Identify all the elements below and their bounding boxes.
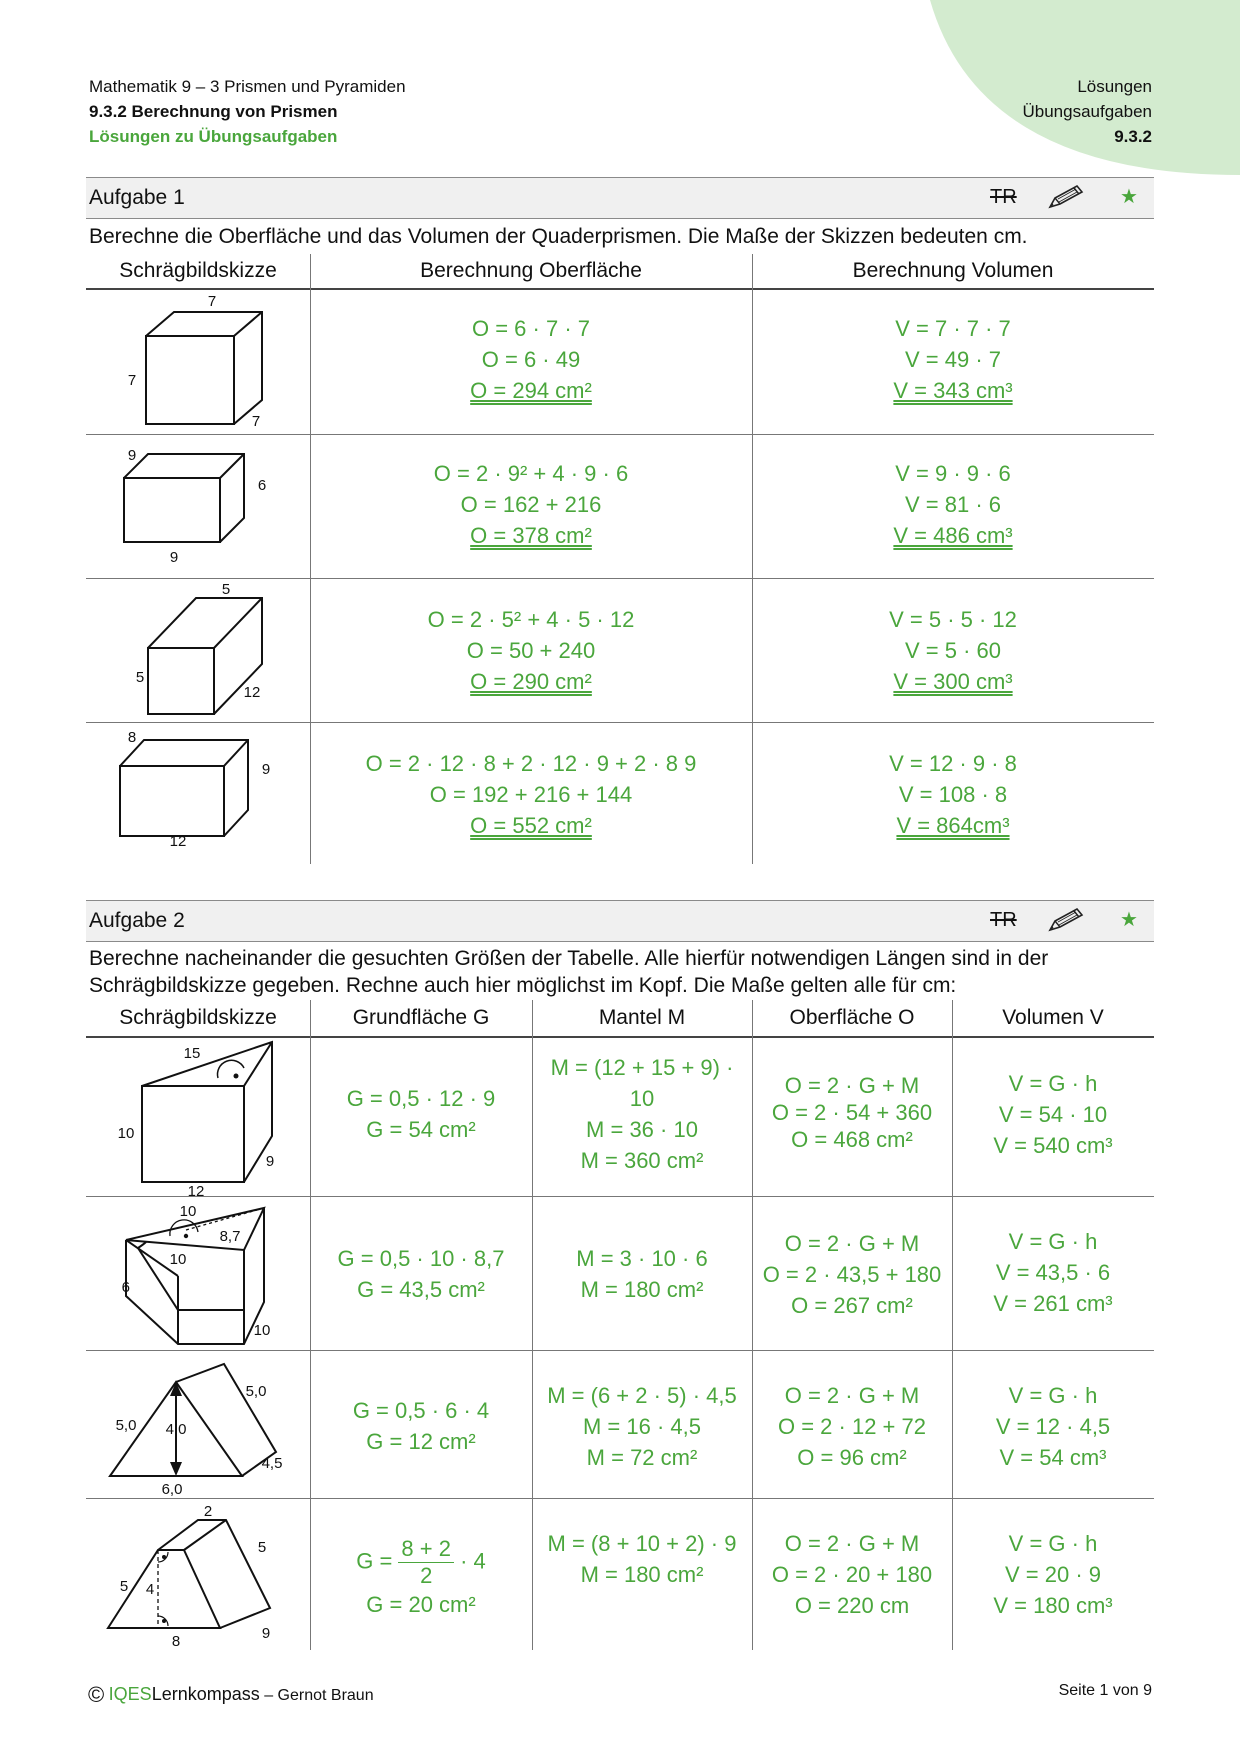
task2-row-divider <box>86 1196 1154 1197</box>
header-label-uebung: Übungsaufgaben <box>1022 102 1152 121</box>
dim-label: 10 <box>169 1251 187 1268</box>
task1-instruction: Berechne die Oberfläche und das Volumen der Quaderprismen. Die Maße der Skizzen bedeuten cm. <box>89 225 1028 248</box>
task2-row2-base: G = 0,5 · 10 · 8,7 G = 43,5 cm² <box>337 1246 505 1302</box>
dim-label: 5 <box>135 669 145 686</box>
pencil-icon <box>1046 906 1086 934</box>
header-subject: Mathematik 9 – 3 Prismen und Pyramiden <box>89 77 406 96</box>
task1-row2-volume: V = 9 · 9 · 6 V = 81 · 6 V = 486 cm³ <box>893 461 1013 548</box>
triangular-prism-sketch-1 <box>86 1038 310 1196</box>
result-surface: O = 294 cm² <box>470 378 592 403</box>
task2-row3-volume: V = G · h V = 12 · 4,5 V = 54 cm³ <box>995 1383 1111 1470</box>
task2-row2-volume: V = G · h V = 43,5 · 6 V = 261 cm³ <box>993 1229 1113 1316</box>
task2-title: Aufgabe 2 <box>89 909 185 932</box>
task1-row4-surface: O = 2 · 12 · 8 + 2 · 12 · 9 + 2 · 8 9 O = 192 + 216 + 144 O = 552 cm² <box>365 751 697 838</box>
dim-label: 6 <box>257 477 267 494</box>
task2-row4-volume: V = G · h V = 20 · 9 V = 180 cm³ <box>993 1531 1113 1618</box>
task1-row1-surface: O = 6 · 7 · 7 O = 6 · 49 O = 294 cm² <box>470 316 592 403</box>
footer-author: – Gernot Braun <box>264 1687 374 1704</box>
cuboid-sketch-4 <box>86 724 310 864</box>
pencil-icon <box>1046 183 1086 211</box>
task2-col-volume: Volumen V <box>1002 1006 1104 1029</box>
fraction: $\frac{8 + 2}{2}$ <box>398 1536 454 1589</box>
task2-row1-surface: O = 2 · G + M O = 2 · 54 + 360 O = 468 cm² <box>771 1073 933 1152</box>
result-volume: V = 486 cm³ <box>893 523 1013 548</box>
task1-col-volume: Berechnung Volumen <box>852 259 1054 282</box>
star-icon: ★ <box>1120 186 1138 208</box>
task2-col-surface: Oberfläche O <box>789 1006 915 1029</box>
dim-label: 6,0 <box>161 1481 183 1498</box>
task1-row-divider <box>86 434 1154 435</box>
result-surface: O = 552 cm² <box>470 813 592 838</box>
task1-row3-volume: V = 5 · 5 · 12 V = 5 · 60 V = 300 cm³ <box>889 607 1017 694</box>
dim-label: 9 <box>127 447 137 464</box>
dim-label: 12 <box>243 684 261 701</box>
brand-iqes: IQES <box>108 1684 152 1704</box>
task2-row1-mantle: M = (12 + 15 + 9) · 10 M = 36 · 10 M = 360 cm² <box>550 1055 734 1173</box>
dim-label: 7 <box>127 372 137 389</box>
dim-label: 4,0 <box>165 1421 187 1438</box>
dim-label: 5,0 <box>115 1417 137 1434</box>
task2-row-divider <box>86 1498 1154 1499</box>
brand-lernkompass: Lernkompass <box>151 1684 260 1704</box>
task2-row2-mantle: M = 3 · 10 · 6 M = 180 cm² <box>576 1246 708 1302</box>
task2-row4-base: G = $\frac{8 + 2}{2}$ · 4 G = 20 cm² <box>356 1536 486 1617</box>
dim-label: 7 <box>207 293 217 310</box>
dim-label: 7 <box>251 413 261 430</box>
task1-row-divider <box>86 722 1154 723</box>
dim-label: 5 <box>119 1578 129 1595</box>
task2-row3-surface: O = 2 · G + M O = 2 · 12 + 72 O = 96 cm² <box>778 1383 926 1470</box>
task1-title: Aufgabe 1 <box>89 186 185 209</box>
header-label-loesungen: Lösungen <box>1077 77 1152 96</box>
dim-label: 6 <box>121 1279 130 1296</box>
dim-label: 9 <box>261 1625 271 1642</box>
dim-label: 8,7 <box>219 1228 241 1245</box>
task1-row-divider <box>86 578 1154 579</box>
dim-label: 8 <box>127 729 137 746</box>
dim-label: 9 <box>265 1153 275 1170</box>
dim-label: 5,0 <box>245 1383 267 1400</box>
calculator-tr-label: TR <box>990 909 1017 931</box>
header-topic: 9.3.2 Berechnung von Prismen <box>89 102 338 121</box>
task1-row2-surface: O = 2 · 9² + 4 · 9 · 6 O = 162 + 216 O = 378 cm² <box>433 461 629 548</box>
result-volume: V = 864cm³ <box>896 813 1010 838</box>
dim-label: 5 <box>257 1539 267 1556</box>
dim-label: 4,5 <box>261 1455 283 1472</box>
page-number: Seite 1 von 9 <box>1058 1682 1152 1699</box>
task2-row-divider <box>86 1350 1154 1351</box>
footer-left <box>88 1682 374 1708</box>
header-label-number: 9.3.2 <box>1114 127 1152 146</box>
task2-col-mantle: Mantel M <box>598 1006 686 1029</box>
task2-row2-surface: O = 2 · G + M O = 2 · 43,5 + 180 O = 267 cm² <box>762 1231 942 1318</box>
header-solutions: Lösungen zu Übungsaufgaben <box>89 127 338 146</box>
star-icon: ★ <box>1120 909 1138 931</box>
dim-label: 8 <box>171 1633 181 1650</box>
triangular-prism-sketch-3 <box>86 1352 310 1498</box>
dim-label: 2 <box>203 1503 213 1520</box>
trapezoid-prism-sketch <box>86 1500 310 1650</box>
task2-col-sketch: Schrägbildskizze <box>119 1006 277 1029</box>
result-volume: V = 300 cm³ <box>893 669 1013 694</box>
cube-sketch-1 <box>86 290 310 434</box>
task1-row1-volume: V = 7 · 7 · 7 V = 49 · 7 V = 343 cm³ <box>893 316 1013 403</box>
cuboid-sketch-3 <box>86 580 310 722</box>
dim-label: 9 <box>169 549 179 566</box>
result-surface: O = 378 cm² <box>470 523 592 548</box>
cuboid-sketch-2 <box>86 436 310 578</box>
task2-row1-base: G = 0,5 · 12 · 9 G = 54 cm² <box>346 1086 496 1142</box>
dim-label: 12 <box>187 1183 205 1196</box>
task2-row4-surface: O = 2 · G + M O = 2 · 20 + 180 O = 220 cm <box>771 1531 933 1618</box>
triangular-prism-sketch-2 <box>86 1198 310 1350</box>
dim-label: 4 <box>145 1581 155 1598</box>
task2-row1-volume: V = G · h V = 54 · 10 V = 540 cm³ <box>993 1071 1113 1158</box>
task1-header <box>86 177 1154 219</box>
calculator-tr-label: TR <box>990 186 1017 208</box>
task2-row3-base: G = 0,5 · 6 · 4 G = 12 cm² <box>352 1398 490 1454</box>
dim-label: 5 <box>221 581 231 598</box>
task1-row3-surface: O = 2 · 5² + 4 · 5 · 12 O = 50 + 240 O = 290 cm² <box>427 607 635 694</box>
dim-label: 9 <box>261 761 271 778</box>
copyright-icon: © <box>88 1682 105 1707</box>
task1-col-surface: Berechnung Oberfläche <box>420 259 642 282</box>
task2-row3-mantle: M = (6 + 2 · 5) · 4,5 M = 16 · 4,5 M = 72 cm² <box>547 1383 737 1470</box>
dim-label: 15 <box>183 1045 201 1062</box>
dim-label: 10 <box>253 1322 271 1339</box>
header-left <box>89 74 406 149</box>
result-surface: O = 290 cm² <box>470 669 592 694</box>
dim-label: 10 <box>117 1125 135 1142</box>
task2-header <box>86 900 1154 942</box>
task1-col-sketch: Schrägbildskizze <box>119 259 277 282</box>
task1-row4-volume: V = 12 · 9 · 8 V = 108 · 8 V = 864cm³ <box>889 751 1017 838</box>
dim-label: 12 <box>169 833 187 850</box>
header-right <box>1022 74 1152 149</box>
dim-label: 10 <box>179 1203 197 1220</box>
task2-row4-mantle: M = (8 + 10 + 2) · 9 M = 180 cm² <box>547 1531 737 1587</box>
task2-col-base: Grundfläche G <box>352 1006 490 1029</box>
result-volume: V = 343 cm³ <box>893 378 1013 403</box>
task2-instruction: Berechne nacheinander die gesuchten Größen der Tabelle. Alle hierfür notwendigen Längen sind in der Schrägbildskizze gegeben. Rechne auch hier möglichst im Kopf. Die Maße gelten alle für cm: <box>89 947 1049 997</box>
